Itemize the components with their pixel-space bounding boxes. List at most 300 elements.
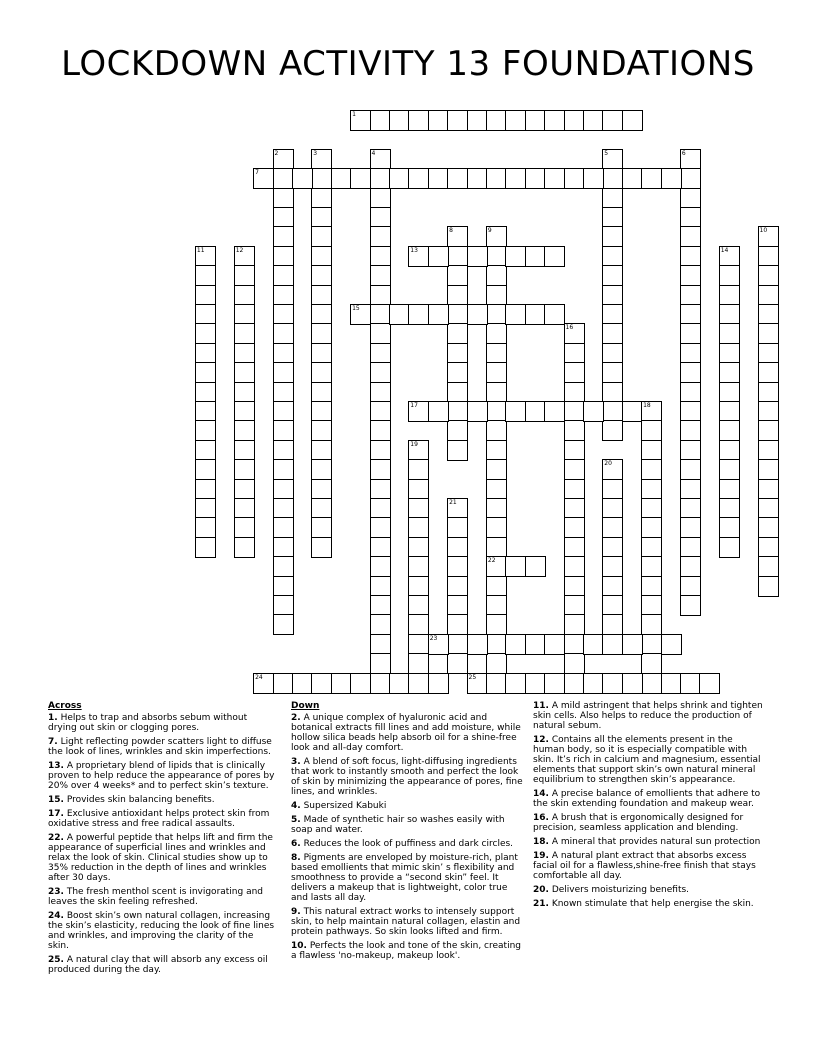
grid-cell-20[interactable] [602, 459, 623, 480]
grid-cell[interactable] [370, 207, 391, 228]
grid-cell-25[interactable] [467, 673, 488, 694]
grid-cell[interactable] [602, 595, 623, 616]
grid-cell[interactable] [370, 285, 391, 306]
grid-cell[interactable] [273, 614, 294, 635]
grid-cell[interactable] [370, 343, 391, 364]
grid-cell[interactable] [719, 304, 740, 325]
grid-cell[interactable] [719, 479, 740, 500]
grid-cell[interactable] [544, 168, 565, 189]
grid-cell[interactable] [486, 653, 507, 674]
grid-cell[interactable] [641, 653, 662, 674]
grid-cell[interactable] [602, 673, 623, 694]
grid-cell[interactable] [758, 382, 779, 403]
grid-cell[interactable] [564, 576, 585, 597]
grid-cell[interactable] [505, 168, 526, 189]
grid-cell[interactable] [758, 479, 779, 500]
grid-cell[interactable] [447, 420, 468, 441]
grid-cell[interactable] [602, 246, 623, 267]
grid-cell-15[interactable] [350, 304, 371, 325]
grid-cell[interactable] [273, 537, 294, 558]
grid-cell[interactable] [583, 110, 604, 131]
grid-cell[interactable] [758, 401, 779, 422]
grid-cell[interactable] [486, 517, 507, 538]
grid-cell[interactable] [758, 576, 779, 597]
grid-cell[interactable] [680, 479, 701, 500]
grid-cell[interactable] [486, 634, 507, 655]
grid-cell[interactable] [370, 440, 391, 461]
grid-cell[interactable] [408, 673, 429, 694]
grid-cell[interactable] [273, 168, 294, 189]
grid-cell[interactable] [408, 634, 429, 655]
grid-cell[interactable] [273, 673, 294, 694]
grid-cell[interactable] [408, 479, 429, 500]
grid-cell[interactable] [467, 634, 488, 655]
grid-cell[interactable] [641, 537, 662, 558]
grid-cell[interactable] [505, 634, 526, 655]
grid-cell[interactable] [680, 401, 701, 422]
grid-cell[interactable] [273, 440, 294, 461]
grid-cell-2[interactable] [273, 149, 294, 170]
grid-cell[interactable] [641, 498, 662, 519]
grid-cell[interactable] [544, 246, 565, 267]
grid-cell[interactable] [661, 168, 682, 189]
grid-cell[interactable] [525, 304, 546, 325]
grid-cell[interactable] [408, 517, 429, 538]
grid-cell-11[interactable] [195, 246, 216, 267]
grid-cell[interactable] [234, 440, 255, 461]
grid-cell[interactable] [370, 420, 391, 441]
grid-cell[interactable] [447, 537, 468, 558]
grid-cell[interactable] [680, 517, 701, 538]
grid-cell-24[interactable] [253, 673, 274, 694]
grid-cell[interactable] [525, 110, 546, 131]
grid-cell[interactable] [447, 440, 468, 461]
grid-cell[interactable] [680, 226, 701, 247]
grid-cell[interactable] [195, 382, 216, 403]
grid-cell[interactable] [564, 459, 585, 480]
grid-cell[interactable] [273, 459, 294, 480]
grid-cell[interactable] [311, 382, 332, 403]
grid-cell[interactable] [447, 634, 468, 655]
grid-cell[interactable] [680, 246, 701, 267]
grid-cell[interactable] [428, 246, 449, 267]
grid-cell[interactable] [564, 420, 585, 441]
grid-cell[interactable] [525, 556, 546, 577]
grid-cell[interactable] [234, 420, 255, 441]
grid-cell[interactable] [447, 285, 468, 306]
grid-cell[interactable] [447, 168, 468, 189]
grid-cell[interactable] [311, 226, 332, 247]
grid-cell[interactable] [505, 556, 526, 577]
grid-cell[interactable] [311, 343, 332, 364]
grid-cell[interactable] [389, 673, 410, 694]
grid-cell[interactable] [370, 537, 391, 558]
grid-cell[interactable] [292, 673, 313, 694]
grid-cell[interactable] [273, 498, 294, 519]
grid-cell[interactable] [370, 226, 391, 247]
grid-cell[interactable] [311, 673, 332, 694]
grid-cell-6[interactable] [680, 149, 701, 170]
grid-cell[interactable] [273, 265, 294, 286]
grid-cell-9[interactable] [486, 226, 507, 247]
grid-cell[interactable] [641, 634, 662, 655]
grid-cell-12[interactable] [234, 246, 255, 267]
grid-cell[interactable] [486, 110, 507, 131]
grid-cell[interactable] [602, 323, 623, 344]
grid-cell[interactable] [428, 168, 449, 189]
grid-cell[interactable] [564, 362, 585, 383]
grid-cell[interactable] [583, 168, 604, 189]
grid-cell[interactable] [486, 498, 507, 519]
grid-cell[interactable] [447, 614, 468, 635]
grid-cell[interactable] [564, 168, 585, 189]
grid-cell[interactable] [719, 498, 740, 519]
grid-cell[interactable] [447, 595, 468, 616]
grid-cell[interactable] [680, 537, 701, 558]
grid-cell[interactable] [273, 304, 294, 325]
grid-cell[interactable] [311, 188, 332, 209]
grid-cell[interactable] [564, 595, 585, 616]
grid-cell-5[interactable] [602, 149, 623, 170]
grid-cell[interactable] [486, 168, 507, 189]
grid-cell[interactable] [311, 285, 332, 306]
grid-cell-17[interactable] [408, 401, 429, 422]
grid-cell[interactable] [273, 323, 294, 344]
grid-cell[interactable] [719, 285, 740, 306]
grid-cell[interactable] [758, 304, 779, 325]
grid-cell[interactable] [544, 673, 565, 694]
grid-cell[interactable] [641, 459, 662, 480]
grid-cell[interactable] [447, 304, 468, 325]
grid-cell[interactable] [525, 246, 546, 267]
grid-cell[interactable] [680, 595, 701, 616]
grid-cell-4[interactable] [370, 149, 391, 170]
grid-cell[interactable] [234, 479, 255, 500]
grid-cell[interactable] [311, 168, 332, 189]
grid-cell[interactable] [758, 343, 779, 364]
grid-cell[interactable] [370, 653, 391, 674]
grid-cell[interactable] [311, 401, 332, 422]
grid-cell-22[interactable] [486, 556, 507, 577]
grid-cell[interactable] [602, 207, 623, 228]
grid-cell[interactable] [486, 362, 507, 383]
grid-cell[interactable] [564, 479, 585, 500]
grid-cell[interactable] [680, 459, 701, 480]
grid-cell[interactable] [370, 673, 391, 694]
grid-cell[interactable] [273, 207, 294, 228]
grid-cell[interactable] [195, 420, 216, 441]
grid-cell-14[interactable] [719, 246, 740, 267]
grid-cell[interactable] [758, 246, 779, 267]
grid-cell[interactable] [719, 382, 740, 403]
grid-cell[interactable] [641, 168, 662, 189]
grid-cell[interactable] [486, 614, 507, 635]
grid-cell[interactable] [544, 401, 565, 422]
grid-cell[interactable] [389, 168, 410, 189]
grid-cell[interactable] [273, 420, 294, 441]
grid-cell[interactable] [311, 537, 332, 558]
grid-cell[interactable] [447, 343, 468, 364]
grid-cell[interactable] [525, 634, 546, 655]
grid-cell[interactable] [641, 673, 662, 694]
grid-cell[interactable] [408, 576, 429, 597]
grid-cell[interactable] [447, 556, 468, 577]
grid-cell[interactable] [680, 285, 701, 306]
grid-cell[interactable] [641, 614, 662, 635]
grid-cell[interactable] [758, 265, 779, 286]
grid-cell[interactable] [602, 362, 623, 383]
grid-cell[interactable] [234, 323, 255, 344]
grid-cell[interactable] [370, 265, 391, 286]
grid-cell[interactable] [622, 634, 643, 655]
grid-cell-23[interactable] [428, 634, 449, 655]
grid-cell[interactable] [311, 265, 332, 286]
grid-cell[interactable] [370, 498, 391, 519]
grid-cell[interactable] [505, 673, 526, 694]
grid-cell[interactable] [447, 401, 468, 422]
grid-cell[interactable] [486, 323, 507, 344]
grid-cell[interactable] [758, 459, 779, 480]
grid-cell[interactable] [719, 537, 740, 558]
grid-cell[interactable] [719, 459, 740, 480]
grid-cell[interactable] [234, 498, 255, 519]
grid-cell[interactable] [641, 440, 662, 461]
grid-cell[interactable] [331, 673, 352, 694]
grid-cell[interactable] [680, 207, 701, 228]
grid-cell[interactable] [758, 517, 779, 538]
grid-cell[interactable] [370, 401, 391, 422]
grid-cell[interactable] [680, 362, 701, 383]
grid-cell[interactable] [641, 517, 662, 538]
grid-cell[interactable] [370, 362, 391, 383]
grid-cell[interactable] [447, 323, 468, 344]
grid-cell[interactable] [467, 110, 488, 131]
grid-cell[interactable] [273, 362, 294, 383]
grid-cell-8[interactable] [447, 226, 468, 247]
grid-cell-1[interactable] [350, 110, 371, 131]
grid-cell[interactable] [602, 168, 623, 189]
grid-cell[interactable] [564, 517, 585, 538]
grid-cell[interactable] [564, 556, 585, 577]
grid-cell[interactable] [428, 110, 449, 131]
grid-cell[interactable] [641, 479, 662, 500]
grid-cell[interactable] [408, 537, 429, 558]
grid-cell[interactable] [370, 188, 391, 209]
grid-cell[interactable] [564, 343, 585, 364]
grid-cell[interactable] [234, 265, 255, 286]
grid-cell[interactable] [564, 537, 585, 558]
grid-cell-3[interactable] [311, 149, 332, 170]
grid-cell[interactable] [311, 246, 332, 267]
grid-cell[interactable] [583, 634, 604, 655]
grid-cell[interactable] [758, 362, 779, 383]
grid-cell[interactable] [234, 459, 255, 480]
grid-cell[interactable] [273, 246, 294, 267]
grid-cell[interactable] [273, 517, 294, 538]
grid-cell[interactable] [467, 304, 488, 325]
grid-cell[interactable] [680, 168, 701, 189]
grid-cell[interactable] [273, 479, 294, 500]
grid-cell[interactable] [641, 420, 662, 441]
grid-cell[interactable] [583, 401, 604, 422]
grid-cell[interactable] [370, 168, 391, 189]
grid-cell[interactable] [408, 595, 429, 616]
grid-cell[interactable] [311, 362, 332, 383]
grid-cell[interactable] [195, 479, 216, 500]
grid-cell[interactable] [719, 265, 740, 286]
grid-cell[interactable] [447, 653, 468, 674]
grid-cell[interactable] [273, 576, 294, 597]
grid-cell[interactable] [602, 110, 623, 131]
grid-cell[interactable] [680, 673, 701, 694]
grid-cell[interactable] [370, 556, 391, 577]
grid-cell[interactable] [661, 634, 682, 655]
grid-cell[interactable] [370, 459, 391, 480]
grid-cell[interactable] [564, 634, 585, 655]
grid-cell[interactable] [505, 110, 526, 131]
grid-cell[interactable] [234, 401, 255, 422]
grid-cell[interactable] [370, 304, 391, 325]
grid-cell[interactable] [370, 110, 391, 131]
grid-cell[interactable] [389, 110, 410, 131]
grid-cell[interactable] [273, 556, 294, 577]
grid-cell[interactable] [602, 479, 623, 500]
grid-cell[interactable] [486, 285, 507, 306]
grid-cell[interactable] [661, 673, 682, 694]
grid-cell[interactable] [719, 362, 740, 383]
grid-cell-19[interactable] [408, 440, 429, 461]
grid-cell[interactable] [758, 323, 779, 344]
grid-cell[interactable] [486, 673, 507, 694]
grid-cell[interactable] [719, 323, 740, 344]
grid-cell[interactable] [758, 285, 779, 306]
grid-cell[interactable] [370, 614, 391, 635]
grid-cell[interactable] [195, 304, 216, 325]
grid-cell[interactable] [447, 517, 468, 538]
grid-cell[interactable] [311, 304, 332, 325]
grid-cell[interactable] [311, 207, 332, 228]
grid-cell[interactable] [408, 168, 429, 189]
grid-cell[interactable] [195, 285, 216, 306]
grid-cell[interactable] [583, 673, 604, 694]
grid-cell[interactable] [447, 362, 468, 383]
grid-cell[interactable] [680, 576, 701, 597]
grid-cell[interactable] [447, 576, 468, 597]
grid-cell[interactable] [311, 479, 332, 500]
grid-cell[interactable] [195, 517, 216, 538]
grid-cell-16[interactable] [564, 323, 585, 344]
grid-cell[interactable] [564, 440, 585, 461]
grid-cell[interactable] [370, 634, 391, 655]
grid-cell[interactable] [234, 362, 255, 383]
grid-cell[interactable] [680, 556, 701, 577]
grid-cell[interactable] [370, 595, 391, 616]
grid-cell[interactable] [467, 246, 488, 267]
grid-cell[interactable] [505, 304, 526, 325]
grid-cell[interactable] [195, 265, 216, 286]
grid-cell[interactable] [622, 110, 643, 131]
grid-cell[interactable] [564, 653, 585, 674]
grid-cell[interactable] [602, 304, 623, 325]
grid-cell[interactable] [234, 517, 255, 538]
grid-cell[interactable] [680, 440, 701, 461]
grid-cell[interactable] [602, 634, 623, 655]
grid-cell[interactable] [602, 537, 623, 558]
grid-cell[interactable] [486, 479, 507, 500]
grid-cell[interactable] [758, 498, 779, 519]
grid-cell[interactable] [234, 304, 255, 325]
grid-cell[interactable] [719, 517, 740, 538]
grid-cell[interactable] [195, 343, 216, 364]
grid-cell[interactable] [234, 537, 255, 558]
grid-cell[interactable] [486, 401, 507, 422]
grid-cell[interactable] [564, 382, 585, 403]
grid-cell[interactable] [486, 595, 507, 616]
grid-cell[interactable] [486, 304, 507, 325]
grid-cell[interactable] [370, 246, 391, 267]
grid-cell[interactable] [408, 556, 429, 577]
grid-cell[interactable] [564, 110, 585, 131]
grid-cell[interactable] [273, 188, 294, 209]
grid-cell[interactable] [408, 498, 429, 519]
grid-cell[interactable] [602, 265, 623, 286]
grid-cell[interactable] [719, 401, 740, 422]
grid-cell[interactable] [311, 440, 332, 461]
grid-cell[interactable] [331, 168, 352, 189]
grid-cell[interactable] [311, 420, 332, 441]
grid-cell[interactable] [311, 498, 332, 519]
grid-cell[interactable] [447, 382, 468, 403]
grid-cell[interactable] [525, 673, 546, 694]
grid-cell[interactable] [195, 362, 216, 383]
grid-cell-7[interactable] [253, 168, 274, 189]
grid-cell[interactable] [234, 285, 255, 306]
grid-cell[interactable] [195, 537, 216, 558]
grid-cell[interactable] [680, 420, 701, 441]
grid-cell[interactable] [758, 537, 779, 558]
grid-cell[interactable] [641, 595, 662, 616]
grid-cell-21[interactable] [447, 498, 468, 519]
grid-cell[interactable] [641, 556, 662, 577]
grid-cell[interactable] [234, 343, 255, 364]
grid-cell[interactable] [486, 265, 507, 286]
grid-cell[interactable] [370, 479, 391, 500]
grid-cell[interactable] [602, 343, 623, 364]
grid-cell[interactable] [486, 382, 507, 403]
grid-cell[interactable] [350, 673, 371, 694]
grid-cell[interactable] [564, 614, 585, 635]
grid-cell[interactable] [602, 188, 623, 209]
grid-cell[interactable] [350, 168, 371, 189]
grid-cell[interactable] [428, 673, 449, 694]
grid-cell[interactable] [311, 459, 332, 480]
grid-cell[interactable] [602, 285, 623, 306]
grid-cell-13[interactable] [408, 246, 429, 267]
grid-cell[interactable] [680, 343, 701, 364]
grid-cell[interactable] [622, 673, 643, 694]
grid-cell[interactable] [564, 498, 585, 519]
grid-cell[interactable] [195, 401, 216, 422]
grid-cell[interactable] [602, 576, 623, 597]
grid-cell[interactable] [525, 401, 546, 422]
grid-cell[interactable] [370, 576, 391, 597]
grid-cell[interactable] [602, 226, 623, 247]
grid-cell[interactable] [622, 168, 643, 189]
grid-cell[interactable] [389, 304, 410, 325]
grid-cell[interactable] [699, 673, 720, 694]
grid-cell[interactable] [486, 420, 507, 441]
grid-cell[interactable] [273, 226, 294, 247]
